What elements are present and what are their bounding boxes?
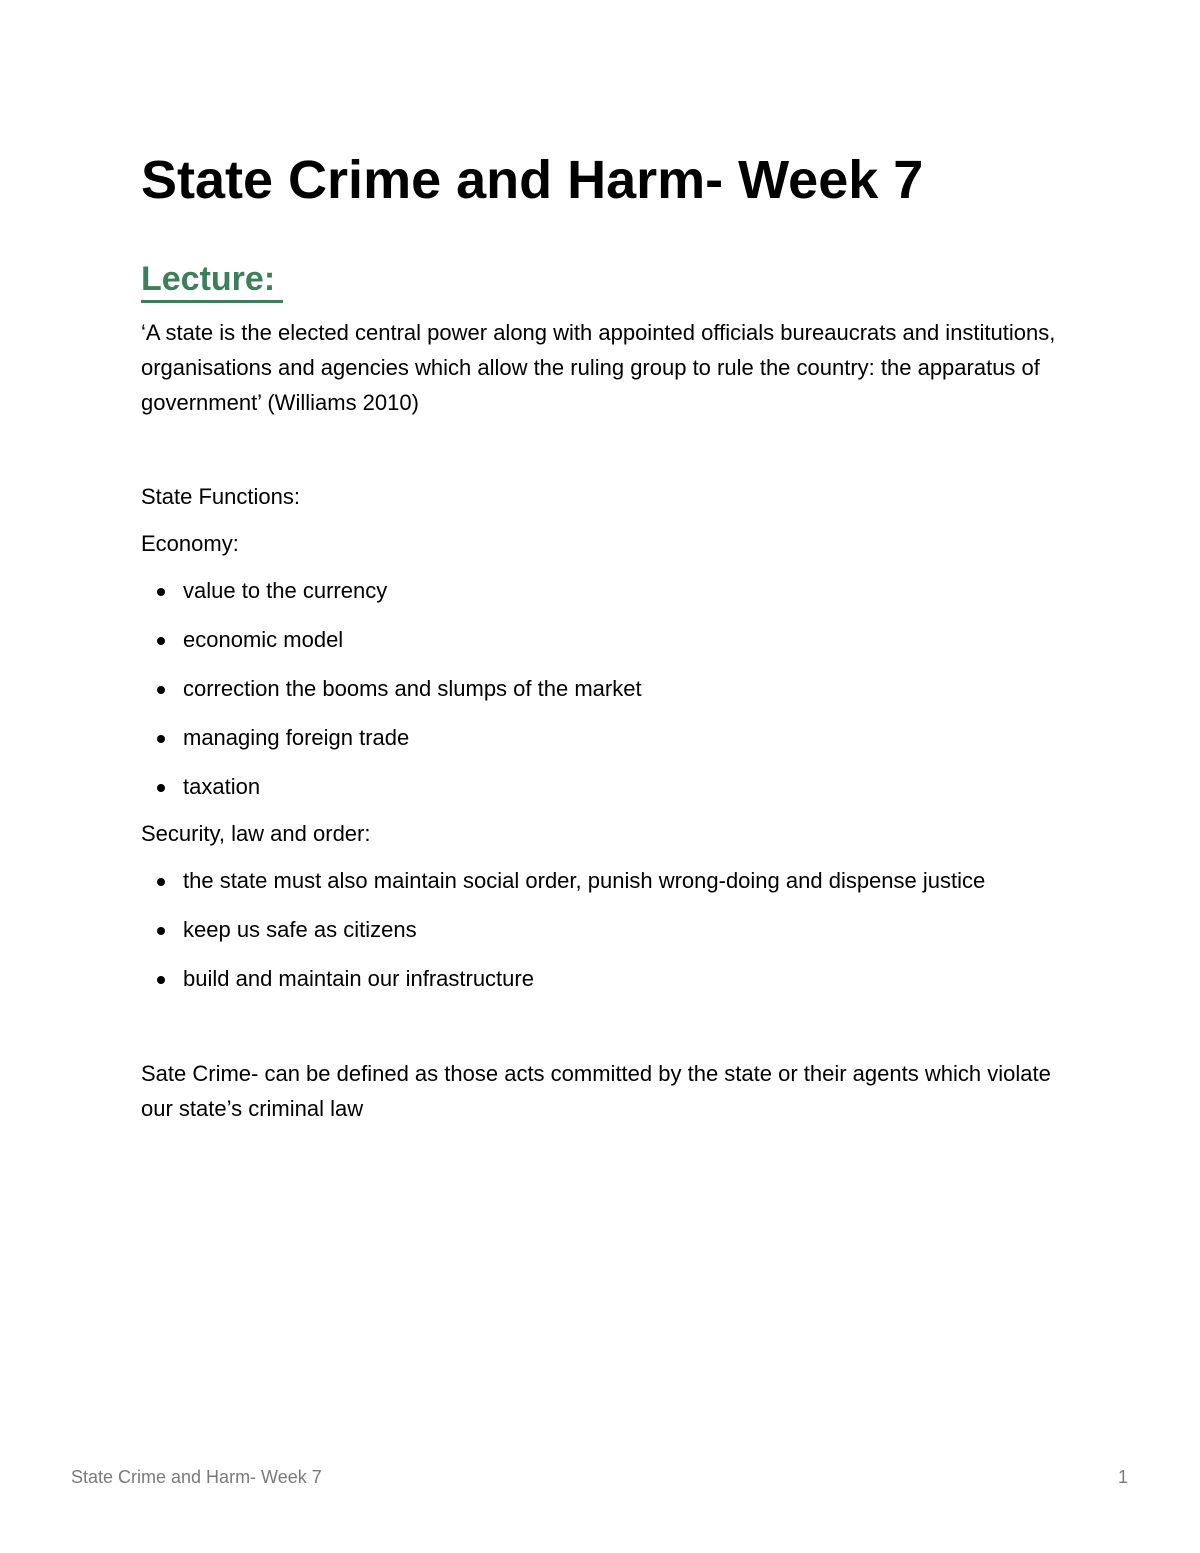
list-item (141, 573, 1071, 608)
list-item (141, 622, 1071, 657)
economy-label: Economy: (141, 531, 239, 556)
page-title: State Crime and Harm- Week 7 (141, 150, 924, 210)
list-item (141, 769, 1071, 804)
economy-list (141, 573, 1071, 804)
footer-title: State Crime and Harm- Week 7 (71, 1467, 322, 1487)
bullet-icon (157, 637, 165, 645)
bullet-icon (157, 976, 165, 984)
page-number: 1 (1117, 1467, 1128, 1487)
list-item (141, 671, 1071, 706)
list-item-text: build and maintain our infrastructure (183, 966, 534, 991)
list-item-text: correction the booms and slumps of the market (183, 676, 642, 701)
list-item-text: economic model (183, 627, 344, 652)
security-list (141, 863, 1071, 996)
bullet-icon (157, 686, 165, 694)
bullet-icon (157, 927, 165, 935)
bullet-icon (157, 588, 165, 596)
list-item (141, 720, 1071, 755)
lecture-heading: Lecture: (141, 258, 283, 303)
bullet-icon (157, 735, 165, 743)
state-crime-definition: Sate Crime- can be defined as those acts committed by the state or their agents which violate our state’s criminal law (141, 1061, 1051, 1121)
document-content (141, 140, 1071, 1126)
list-item (141, 961, 1071, 996)
list-item-text: taxation (183, 774, 261, 799)
list-item (141, 863, 1071, 898)
list-item-text: the state must also maintain social order, punish wrong-doing and dispense justice (183, 868, 986, 893)
security-label: Security, law and order: (141, 821, 371, 846)
list-item-text: managing foreign trade (183, 725, 410, 750)
list-item-text: value to the currency (183, 578, 388, 603)
state-definition-quote: ‘A state is the elected central power along with appointed officials bureaucrats and institutions, organisations and agencies which allow the ruling group to rule the country: the apparatus of government’ (Williams 2010) (141, 320, 1056, 415)
list-item (141, 912, 1071, 947)
bullet-icon (157, 784, 165, 792)
state-functions-label: State Functions: (141, 484, 300, 509)
bullet-icon (157, 878, 165, 886)
list-item-text: keep us safe as citizens (183, 917, 417, 942)
